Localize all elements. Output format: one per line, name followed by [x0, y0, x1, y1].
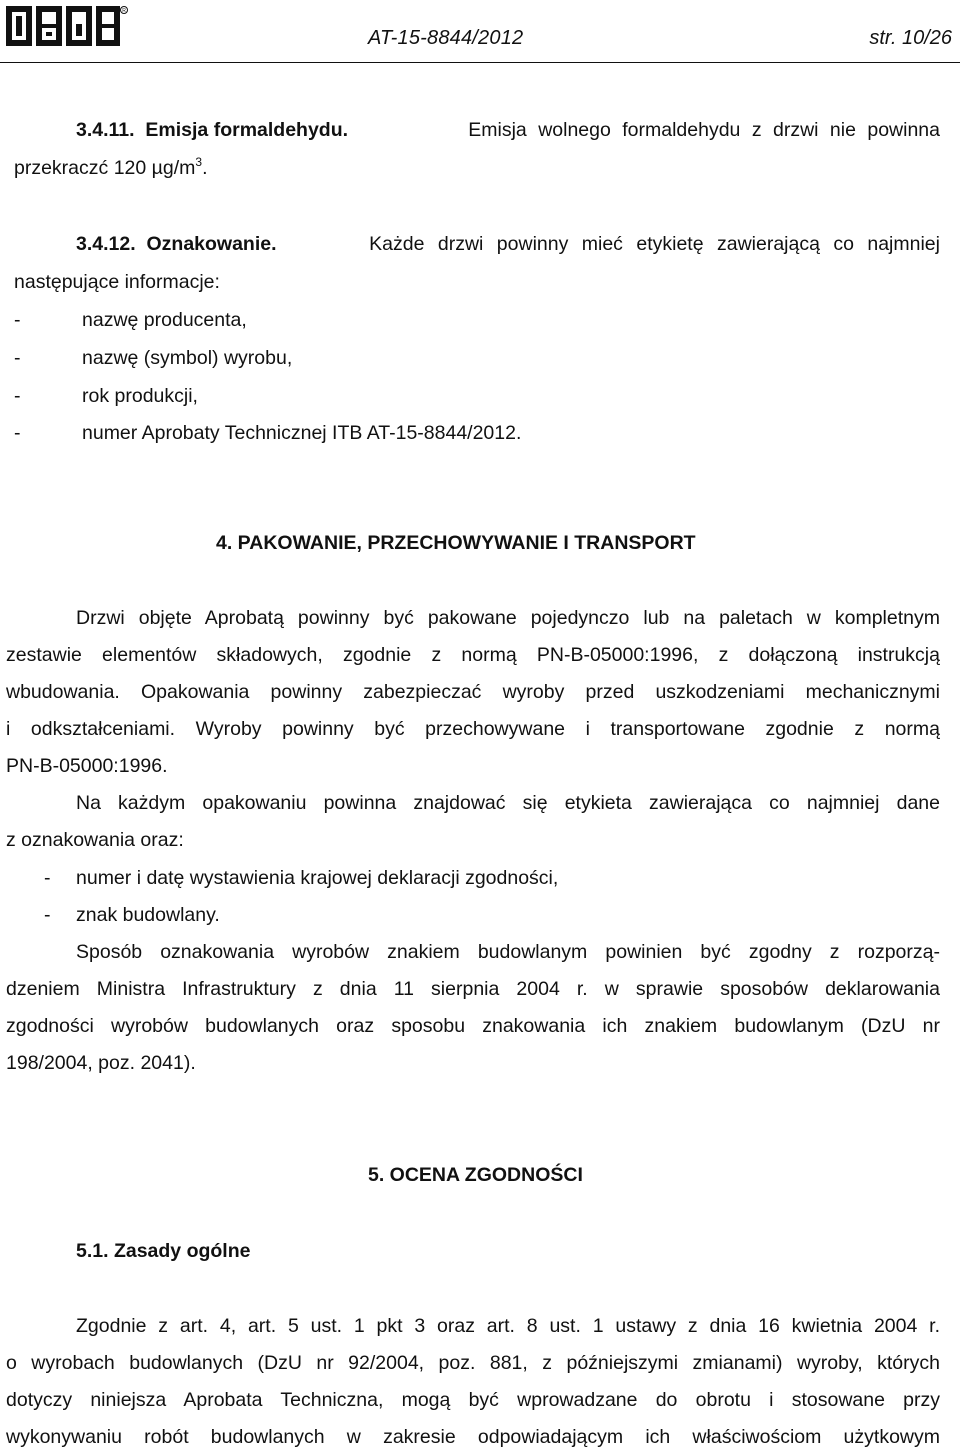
- paragraph-line: wbudowania. Opakowania powinny zabezpieczać wyroby przed uszkodzeniami mechanicznymi: [6, 681, 940, 703]
- section-3-4-11-line2: [14, 156, 208, 182]
- page-number: str. 10/26: [869, 27, 952, 49]
- list-item-text: numer i datę wystawienia krajowej deklaracji zgodności,: [76, 867, 559, 889]
- list-item-text: znak budowlany.: [76, 904, 220, 926]
- section-text: przekraczć 120 µg/m: [14, 157, 196, 179]
- list-item-text: rok produkcji,: [82, 385, 198, 407]
- list-item: [14, 308, 247, 332]
- superscript: 3: [195, 155, 203, 169]
- section-number: 3.4.12.: [76, 233, 136, 255]
- page-header: [0, 0, 960, 66]
- section-title: Emisja formaldehydu.: [145, 119, 349, 141]
- paragraph-line: dotyczy niniejsza Aprobata Techniczna, mogą być wprowadzane do obrotu i stosowane przy: [6, 1389, 940, 1411]
- list-item-text: nazwę (symbol) wyrobu,: [82, 347, 293, 369]
- section-text: Emisja wolnego formaldehydu z drzwi nie powinna: [468, 119, 940, 141]
- document-reference: AT-15-8844/2012: [368, 27, 524, 49]
- dash-icon: -: [14, 347, 21, 369]
- paragraph-line: PN-B-05000:1996.: [6, 755, 168, 777]
- dash-icon: -: [44, 867, 51, 889]
- section-number: 3.4.11.: [76, 119, 135, 141]
- header-divider: [0, 62, 960, 63]
- section-3-4-12-line1: [76, 232, 940, 256]
- section-4-heading: 4. PAKOWANIE, PRZECHOWYWANIE I TRANSPORT: [216, 532, 696, 554]
- list-item: [14, 384, 198, 408]
- paragraph-line: i odkształceniami. Wyroby powinny być przechowywane i transportowane zgodnie z normą: [6, 718, 940, 740]
- section-3-4-11-line1: [76, 118, 940, 142]
- paragraph-line: wykonywaniu robót budowlanych w zakresie odpowiadającym ich właściwościom użytkowym: [6, 1426, 940, 1448]
- dash-icon: -: [14, 309, 21, 331]
- dash-icon: -: [14, 385, 21, 407]
- section-title: Oznakowanie.: [146, 233, 277, 255]
- paragraph-line: Na każdym opakowaniu powinna znajdować się etykieta zawierająca co najmniej dane: [76, 792, 940, 814]
- itb-logo: [6, 6, 128, 46]
- list-item-text: numer Aprobaty Technicznej ITB AT-15-8844/2012.: [82, 422, 522, 444]
- paragraph-line: z oznakowania oraz:: [6, 829, 184, 851]
- punctuation: .: [202, 157, 208, 179]
- paragraph-line: dzeniem Ministra Infrastruktury z dnia 11 sierpnia 2004 r. w sprawie sposobów deklarowania: [6, 978, 940, 1000]
- section-text: następujące informacje:: [14, 271, 220, 293]
- paragraph-line: zgodności wyrobów budowlanych oraz sposobu znakowania ich znakiem budowlanym (DzU nr: [6, 1015, 940, 1037]
- paragraph-line: zestawie elementów składowych, zgodnie z normą PN-B-05000:1996, z dołączoną instrukcją: [6, 644, 940, 666]
- list-item-text: nazwę producenta,: [82, 309, 247, 331]
- dash-icon: -: [14, 422, 21, 444]
- list-item: [6, 903, 220, 927]
- dash-icon: -: [44, 904, 51, 926]
- section-text: Każde drzwi powinny mieć etykietę zawierającą co najmniej: [369, 233, 940, 255]
- paragraph-line: Zgodnie z art. 4, art. 5 ust. 1 pkt 3 oraz art. 8 ust. 1 ustawy z dnia 16 kwietnia 2004 r.: [76, 1315, 940, 1337]
- list-item: [14, 421, 521, 445]
- paragraph-line: Sposób oznakowania wyrobów znakiem budowlanym powinien być zgodny z rozporzą-: [76, 941, 940, 963]
- list-item: [14, 346, 292, 370]
- svg-text:R: R: [122, 8, 126, 14]
- list-item: [6, 866, 558, 890]
- paragraph-line: 198/2004, poz. 2041).: [6, 1052, 196, 1074]
- paragraph-line: o wyrobach budowlanych (DzU nr 92/2004, poz. 881, z późniejszymi zmianami) wyroby, których: [6, 1352, 940, 1374]
- section-5-1-heading: 5.1. Zasady ogólne: [76, 1240, 251, 1262]
- section-5-heading: 5. OCENA ZGODNOŚCI: [368, 1164, 583, 1186]
- paragraph-line: Drzwi objęte Aprobatą powinny być pakowane pojedynczo lub na paletach w kompletnym: [76, 607, 940, 629]
